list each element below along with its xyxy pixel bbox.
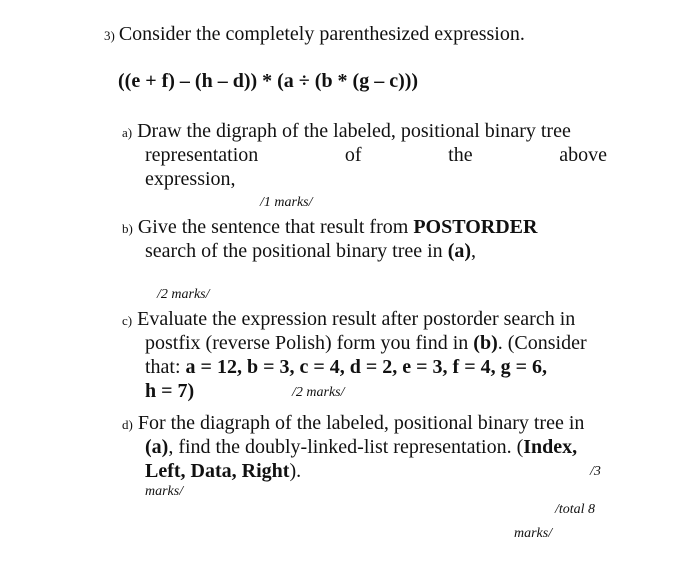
part-c-line4: h = 7) (145, 380, 195, 402)
question-title: Consider the completely parenthesized expression. (118, 23, 525, 45)
part-c-line2: postfix (reverse Polish) form you find in (b). (Consider (145, 332, 587, 354)
part-b-label: b) (122, 221, 133, 236)
part-a-marks: /1 marks/ (260, 195, 313, 210)
part-d-label: d) (122, 417, 133, 432)
part-c-line3: that: a = 12, b = 3, c = 4, d = 2, e = 3, f = 4, g = 6, (145, 356, 547, 378)
part-a-label: a) (122, 125, 133, 140)
part-d-line1: d) For the diagraph of the labeled, positional binary tree in (122, 412, 585, 434)
part-d-marks-num: /3 (590, 464, 601, 479)
question-header (104, 23, 525, 46)
part-a-line2: representation of the above (145, 144, 607, 166)
part-d-line2: (a), find the doubly-linked-list representation. (Index, (145, 436, 578, 458)
part-c-label: c) (122, 313, 133, 328)
total-marks-line1: /total 8 (555, 502, 596, 517)
part-b-line2: search of the positional binary tree in (a), (145, 240, 477, 262)
total-marks-line2: marks/ (514, 526, 553, 541)
part-d-marks-word: marks/ (145, 484, 184, 499)
part-c-marks: /2 marks/ (292, 385, 345, 400)
part-c-line1: c) Evaluate the expression result after postorder search in (122, 308, 576, 330)
expression: ((e + f) – (h – d)) * (a ÷ (b * (g – c))) (118, 70, 419, 92)
part-b-marks: /2 marks/ (157, 287, 210, 302)
part-a-line1: a) Draw the digraph of the labeled, positional binary tree (122, 120, 571, 142)
question-number: 3) (104, 28, 115, 43)
part-b-line1: b) Give the sentence that result from POSTORDER (122, 216, 538, 238)
part-a-line3: expression, (145, 168, 236, 190)
part-d-line3: Left, Data, Right). (145, 460, 302, 482)
